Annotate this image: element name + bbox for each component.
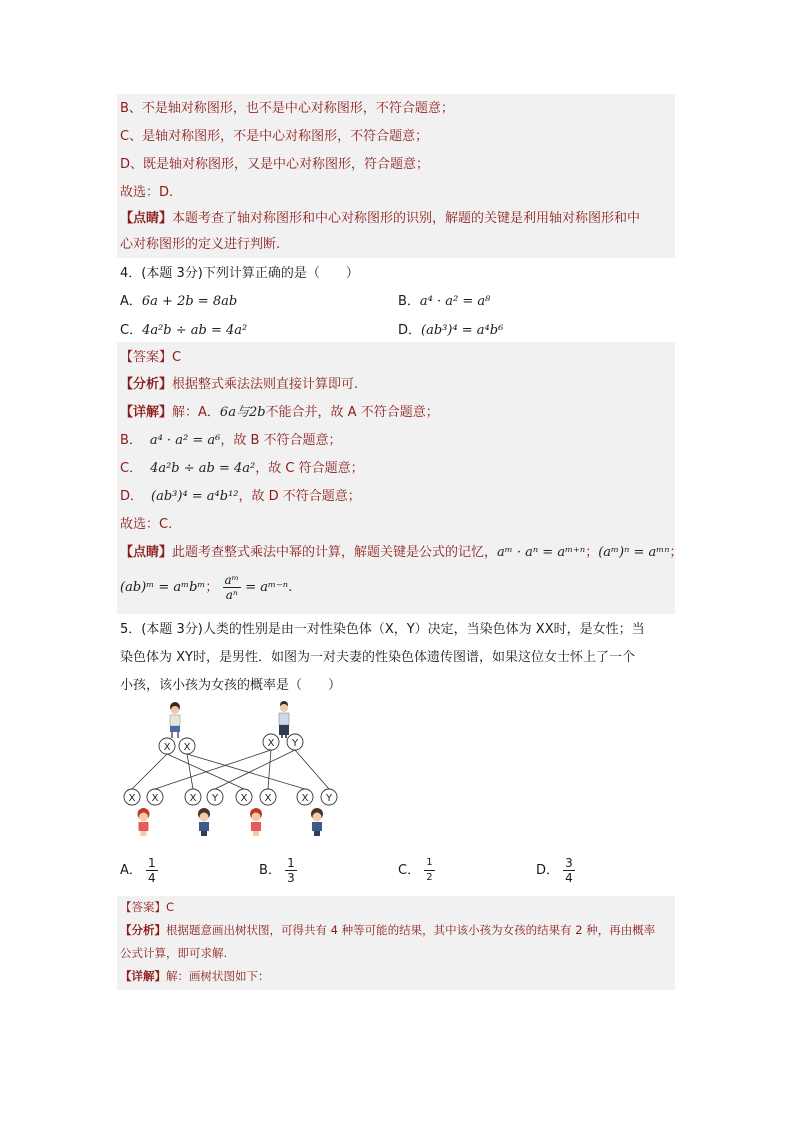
detail-text: 解：画树状图如下： (166, 969, 270, 983)
q4-option-a (120, 290, 237, 309)
inheritance-line (268, 750, 271, 789)
detail-tag: 【详解】 (120, 969, 166, 983)
analysis-text: 根据题意画出树状图，可得共有 4 种等可能的结果，其中该小孩为女孩的结果有 2 种，再由概率 (166, 923, 656, 937)
separator: ； (585, 545, 599, 560)
numerator: 1 (287, 856, 295, 870)
parent-chromosome-node (263, 734, 279, 750)
q4-detail-2 (120, 429, 342, 448)
option-label: A． (120, 294, 142, 309)
boy-figure (198, 808, 210, 836)
analysis-tag: 【分析】 (120, 377, 173, 392)
q4-choice: 故选：C. (120, 517, 173, 532)
detail-text: ，故 C 符合题意； (255, 461, 364, 476)
analysis-text: 根据整式乘法法则直接计算即可. (172, 377, 359, 392)
detail-tag: 【详解】 (120, 405, 173, 420)
child-chromosome-node (124, 789, 140, 805)
q5-option-a (120, 856, 158, 885)
period: . (288, 580, 293, 595)
option-label: C． (398, 863, 421, 878)
chromosome-nodes (124, 734, 337, 805)
q4-detail-4 (120, 485, 361, 504)
boy-figure (311, 808, 323, 836)
option-formula: 6a + 2b = 8ab (141, 294, 238, 309)
option-label: D． (536, 863, 560, 878)
q5-stem-line3: 小孩，该小孩为女孩的概率是（ ） (120, 678, 342, 693)
svg-text:X: X (240, 793, 248, 804)
father-figure (279, 701, 289, 738)
q4-detail-1 (120, 401, 439, 420)
child-chromosome-node (207, 789, 223, 805)
formula: (aᵐ)ⁿ = aᵐⁿ (598, 545, 670, 560)
q4-option-d (398, 319, 503, 338)
formula: = aᵐ⁻ⁿ (245, 580, 289, 595)
separator: ； (205, 580, 219, 595)
numerator: 1 (148, 856, 156, 870)
q5-option-d (536, 856, 575, 885)
detail-formula: (ab³)⁴ = a⁴b¹² (151, 489, 239, 504)
option-formula: 4a²b ÷ ab = 4a² (142, 323, 248, 338)
q3-option-d-explanation: D、既是轴对称图形，又是中心对称图形，符合题意； (120, 157, 430, 172)
q3-choice: 故选：D. (120, 185, 174, 200)
denominator: 3 (287, 871, 295, 885)
q3-dianjing-line2: 心对称图形的定义进行判断. (120, 237, 281, 252)
separator: ； (669, 545, 683, 560)
dianjing-tag: 【点睛】 (120, 545, 173, 560)
option-label: C． (120, 323, 143, 338)
inheritance-line (295, 750, 329, 789)
svg-text:X: X (264, 793, 272, 804)
inheritance-line (187, 754, 193, 789)
q5-stem-line1: 5．(本题 3分)人类的性别是由一对性染色体（X，Y）决定，当染色体为 XX时，是女性；当 (120, 622, 645, 637)
inheritance-line (155, 750, 271, 789)
q5-detail (120, 968, 270, 984)
formula: (ab)ᵐ = aᵐbᵐ (120, 580, 206, 595)
detail-formula: 6a与2b (219, 405, 266, 420)
option-formula: a⁴ · a² = a⁸ (419, 294, 491, 309)
q4-option-c (120, 319, 247, 338)
dianjing-text: 此题考查整式乘法中幂的计算，解题关键是公式的记忆， (172, 545, 498, 560)
q4-dianjing (120, 541, 683, 560)
inheritance-diagram (115, 698, 355, 846)
svg-text:X: X (301, 793, 309, 804)
option-label: D． (398, 323, 422, 338)
q4-analysis (120, 373, 358, 392)
svg-text:X: X (163, 742, 171, 753)
dianjing-text: 本题考查了轴对称图形和中心对称图形的识别，解题的关键是利用轴对称图形和中 (172, 211, 641, 226)
formula: aᵐ · aⁿ = aᵐ⁺ⁿ (497, 545, 586, 560)
svg-text:X: X (128, 793, 136, 804)
numerator: aᵐ (224, 573, 240, 587)
numerator: 1 (424, 856, 434, 871)
parent-chromosome-node (287, 734, 303, 750)
svg-text:X: X (267, 738, 275, 749)
option-label: B． (398, 294, 420, 309)
q5-answer: 【答案】C (120, 900, 175, 914)
child-chromosome-node (147, 789, 163, 805)
detail-text: C． (120, 461, 143, 476)
detail-formula: 4a²b ÷ ab = 4a² (150, 461, 256, 476)
girl-figure (250, 808, 262, 836)
svg-text:X: X (151, 793, 159, 804)
children-figures (138, 808, 324, 836)
girl-figure (138, 808, 150, 836)
svg-text:X: X (189, 793, 197, 804)
inheritance-line (132, 754, 167, 789)
fraction (424, 856, 434, 885)
detail-text: D． (120, 489, 144, 504)
detail-formula: a⁴ · a² = a⁶ (149, 433, 221, 448)
q5-option-c (398, 856, 435, 885)
denominator: 4 (148, 871, 156, 885)
denominator: aⁿ (225, 588, 238, 602)
svg-text:Y: Y (325, 793, 333, 804)
detail-text: ，故 B 不符合题意； (220, 433, 342, 448)
option-label: B． (259, 863, 281, 878)
q5-stem-line2: 染色体为 XY时，是男性．如图为一对夫妻的性染色体遗传图谱，如果这位女士怀上了一个 (120, 650, 635, 665)
inheritance-lines (132, 750, 329, 789)
q5-analysis-line2: 公式计算，即可求解. (120, 946, 228, 960)
denominator: 4 (565, 871, 573, 885)
svg-text:Y: Y (211, 793, 219, 804)
parent-chromosome-node (159, 738, 175, 754)
q4-answer: 【答案】C (120, 350, 182, 365)
q4-option-b (398, 290, 490, 309)
q4-detail-3 (120, 457, 364, 476)
detail-text: B． (120, 433, 142, 448)
fraction (223, 573, 242, 602)
q5-option-b (259, 856, 297, 885)
q4-stem: 4．(本题 3分)下列计算正确的是（ ） (120, 266, 359, 281)
option-formula: (ab³)⁴ = a⁴b⁶ (421, 323, 504, 338)
svg-text:Y: Y (291, 738, 299, 749)
child-chromosome-node (321, 789, 337, 805)
svg-text:X: X (183, 742, 191, 753)
fraction (285, 856, 297, 885)
option-label: A． (120, 863, 142, 878)
q3-option-c-explanation: C、是轴对称图形，不是中心对称图形，不符合题意； (120, 129, 429, 144)
child-chromosome-node (260, 789, 276, 805)
q3-option-b-explanation: B、不是轴对称图形，也不是中心对称图形，不符合题意； (120, 101, 454, 116)
q5-analysis-line1 (120, 922, 655, 938)
detail-text: 解：A． (172, 405, 220, 420)
q3-dianjing-line1 (120, 207, 640, 226)
detail-text: 不能合并，故 A 不符合题意； (265, 405, 439, 420)
detail-text: ，故 D 不符合题意； (238, 489, 361, 504)
numerator: 3 (565, 856, 573, 870)
dianjing-tag: 【点睛】 (120, 211, 173, 226)
child-chromosome-node (297, 789, 313, 805)
fraction (146, 856, 158, 885)
parent-chromosome-node (179, 738, 195, 754)
denominator: 2 (426, 872, 433, 883)
mother-figure (170, 702, 180, 738)
q4-dianjing-formulas (120, 573, 292, 602)
child-chromosome-node (185, 789, 201, 805)
fraction (563, 856, 575, 885)
analysis-tag: 【分析】 (120, 923, 166, 937)
inheritance-line (215, 750, 295, 789)
child-chromosome-node (236, 789, 252, 805)
